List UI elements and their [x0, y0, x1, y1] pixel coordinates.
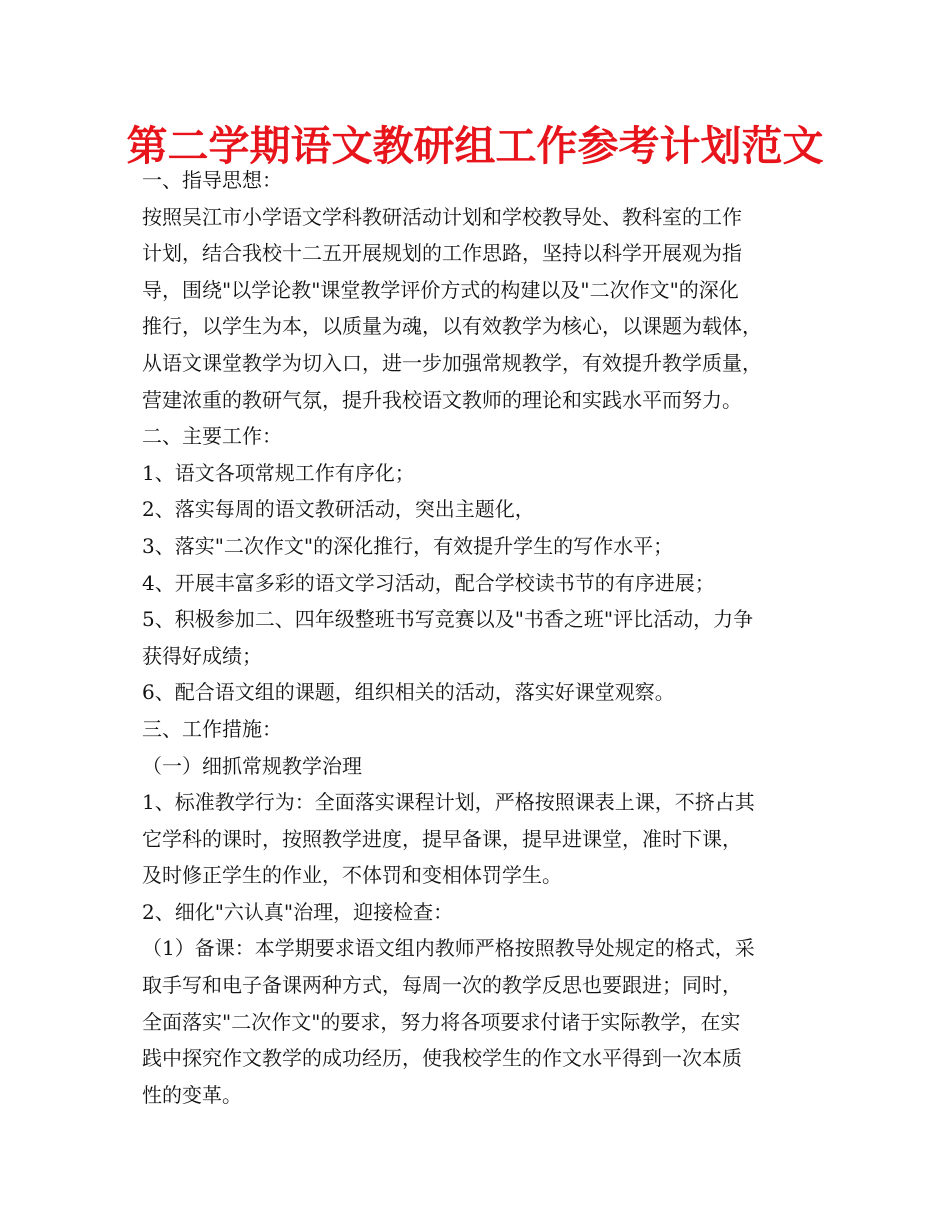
text-line: 计划，结合我校十二五开展规划的工作思路，坚持以科学开展观为指: [142, 241, 742, 266]
text-line: 一、指导思想：: [142, 168, 282, 192]
text-line: 推行，以学生为本，以质量为魂，以有效教学为核心，以课题为载体，: [142, 314, 762, 339]
text-line: 2、细化"六认真"治理，迎接检查：: [142, 899, 454, 924]
text-line: 6、配合语文组的课题，组织相关的活动，落实好课堂观察。: [142, 680, 675, 705]
text-line: 3、落实"二次作文"的深化推行，有效提升学生的写作水平；: [142, 533, 674, 558]
text-line: 从语文课堂教学为切入口，进一步加强常规教学，有效提升教学质量，: [142, 350, 762, 375]
document-body: [142, 162, 822, 1113]
text-line: （一）细抓常规教学治理: [142, 753, 362, 778]
text-line: 5、积极参加二、四年级整班书写竞赛以及"书香之班"评比活动，力争: [142, 607, 754, 632]
text-line: 性的变革。: [142, 1082, 242, 1107]
text-line: 获得好成绩；: [142, 643, 262, 668]
text-line: 1、标准教学行为：全面落实课程计划，严格按照课表上课，不挤占其: [142, 790, 755, 815]
text-line: 二、主要工作：: [142, 424, 282, 449]
text-line: 按照吴江市小学语文学科教研活动计划和学校教导处、教科室的工作: [142, 204, 742, 229]
text-line: 它学科的课时，按照教学进度，提早备课，提早进课堂，准时下课，: [142, 826, 742, 851]
text-line: 4、开展丰富多彩的语文学习活动，配合学校读书节的有序进展；: [142, 570, 715, 595]
text-line: 及时修正学生的作业，不体罚和变相体罚学生。: [142, 863, 562, 888]
text-line: 三、工作措施：: [142, 716, 282, 741]
text-line: 导，围绕"以学论教"课堂教学评价方式的构建以及"二次作文"的深化: [142, 277, 739, 302]
text-line: 践中探究作文教学的成功经历，使我校学生的作文水平得到一次本质: [142, 1046, 742, 1071]
document-title: 第二学期语文教研组工作参考计划范文: [126, 122, 824, 170]
text-line: （1）备课：本学期要求语文组内教师严格按照教导处规定的格式，采: [142, 936, 755, 961]
text-line: 取手写和电子备课两种方式，每周一次的教学反思也要跟进；同时，: [142, 973, 742, 998]
text-line: 2、落实每周的语文教研活动，突出主题化，: [142, 497, 535, 522]
text-line: 全面落实"二次作文"的要求，努力将各项要求付诸于实际教学，在实: [142, 1009, 741, 1034]
text-line: 1、语文各项常规工作有序化；: [142, 460, 415, 485]
text-line: 营建浓重的教研气氛，提升我校语文教师的理论和实践水平而努力。: [142, 387, 742, 412]
